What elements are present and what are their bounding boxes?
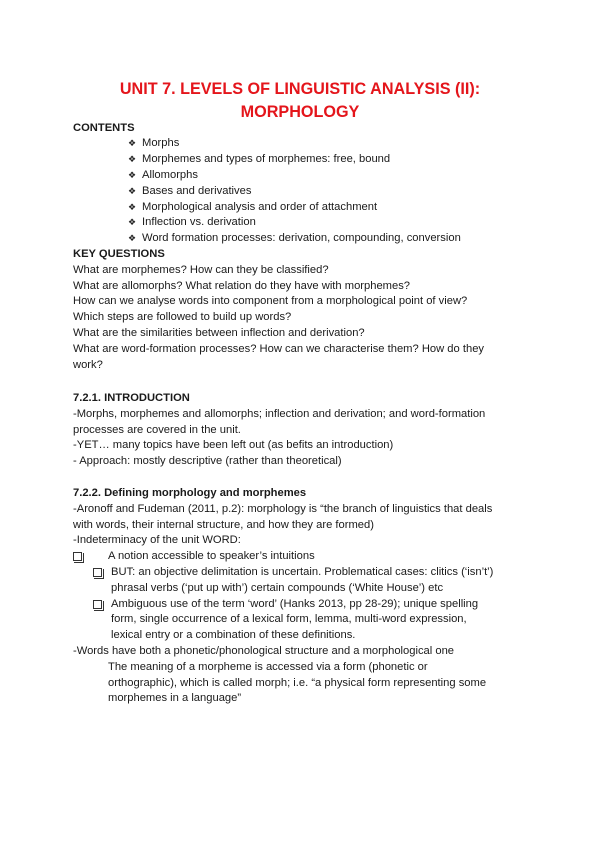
list-item: BUT: an objective delimitation is uncertain. Problematical cases: clitics (‘isn’t’) phrasal verbs (‘put up with’) certain compounds (‘White House’) etc [73, 565, 543, 597]
contents-heading: CONTENTS [73, 122, 135, 134]
question-line: What are the similarities between inflection and derivation? [73, 326, 365, 339]
list-item: ❖ Morphological analysis and order of attachment [128, 200, 548, 216]
question-line: How can we analyse words into component from a morphological point of view? [73, 295, 468, 308]
title-line-2: MORPHOLOGY [240, 103, 360, 121]
diamond-bullet-icon: ❖ [128, 201, 137, 212]
list-item: Ambiguous use of the term ‘word’ (Hanks 2013, pp 28-29); unique spelling form, single occurrence of a lexical form, lemma, multi-word expression, lexical entry or a combination of these definitions. [73, 597, 543, 644]
list-item: ❖ Bases and derivatives [128, 184, 548, 200]
diamond-bullet-icon: ❖ [128, 153, 137, 164]
diamond-bullet-icon: ❖ [128, 185, 137, 196]
intro-line: - Approach: mostly descriptive (rather than theoretical) [73, 455, 342, 468]
morph-definition: The meaning of a morpheme is accessed via a form (phonetic or orthographic), which is called morph; i.e. “a physical form representing some morphemes in a language” [108, 660, 487, 705]
page-title [60, 78, 540, 124]
list-item: ❖ Allomorphs [128, 168, 548, 184]
key-questions-heading: KEY QUESTIONS [73, 248, 165, 260]
list-item: ❖ Morphemes and types of morphemes: free, bound [128, 152, 548, 168]
checkbox-bullet-icon [73, 552, 82, 561]
list-item: ❖ Inflection vs. derivation [128, 215, 548, 231]
diamond-bullet-icon: ❖ [128, 233, 137, 244]
question-line: What are allomorphs? What relation do they have with morphemes? [73, 279, 411, 292]
title-line-1: UNIT 7. LEVELS OF LINGUISTIC ANALYSIS (II): [119, 80, 481, 98]
defining-line: -Aronoff and Fudeman (2011, p.2): morphology is “the branch of linguistics that deals [73, 502, 493, 515]
list-item: ❖ Word formation processes: derivation, compounding, conversion [128, 231, 548, 247]
defining-heading: 7.2.2. Defining morphology and morphemes [73, 487, 307, 499]
diamond-bullet-icon: ❖ [128, 169, 137, 180]
intro-line: processes are covered in the unit. [73, 423, 241, 436]
list-item: A notion accessible to speaker’s intuitions [73, 549, 543, 565]
contents-list [128, 136, 548, 247]
defining-line: -Words have both a phonetic/phonological structure and a morphological one [73, 644, 455, 657]
question-line: Which steps are followed to build up words? [73, 311, 292, 324]
defining-line: with words, their internal structure, and how they are formed) [73, 518, 374, 531]
introduction-heading: 7.2.1. INTRODUCTION [73, 392, 190, 404]
checkbox-bullet-icon [93, 568, 102, 577]
key-questions-section [73, 247, 535, 373]
checkbox-bullet-icon [93, 600, 102, 609]
defining-section [73, 486, 543, 707]
question-line: What are word-formation processes? How can we characterise them? How do they [73, 342, 485, 355]
intro-line: -YET… many topics have been left out (as befits an introduction) [73, 439, 394, 452]
diamond-bullet-icon: ❖ [128, 217, 137, 228]
diamond-bullet-icon: ❖ [128, 138, 137, 148]
defining-line: -Indeterminacy of the unit WORD: [73, 534, 241, 547]
introduction-section [73, 391, 535, 470]
list-item: ❖ Morphs [128, 136, 548, 152]
question-line: work? [73, 358, 103, 371]
intro-line: -Morphs, morphemes and allomorphs; inflection and derivation; and word-formation [73, 407, 486, 420]
question-line: What are morphemes? How can they be classified? [73, 263, 329, 276]
